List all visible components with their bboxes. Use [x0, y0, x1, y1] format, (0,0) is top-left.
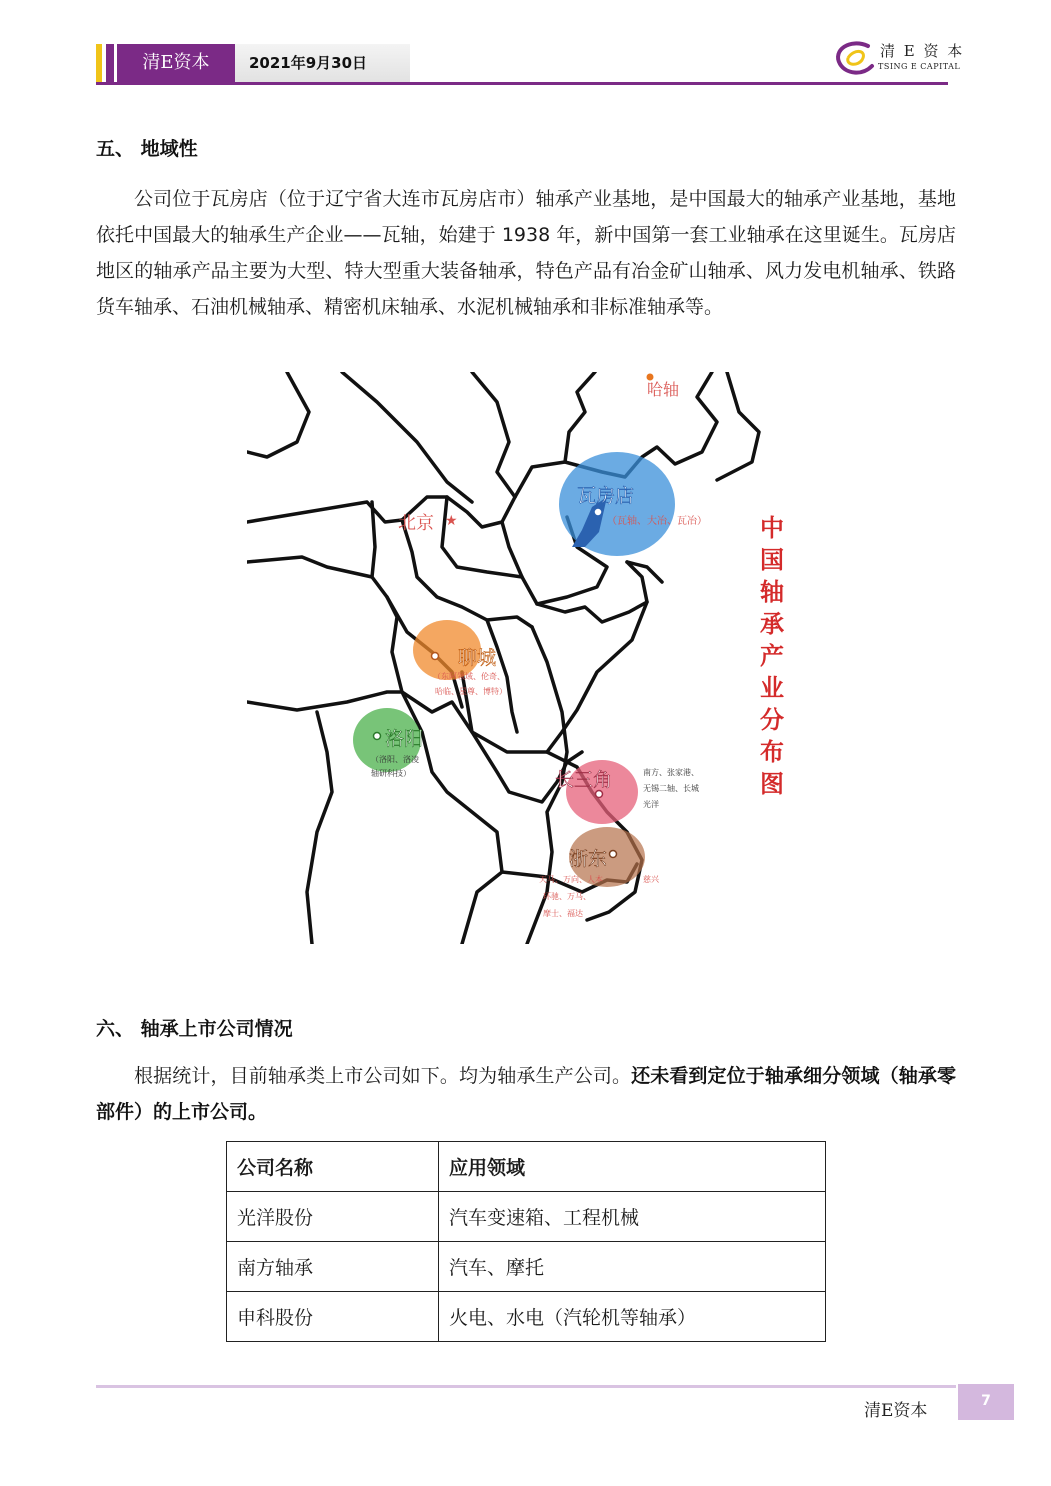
label-zhedong-companies-1: 天马、万向、人本 [539, 875, 603, 884]
table-cell-field: 汽车、摩托 [439, 1242, 826, 1292]
label-changsanjiao-companies-1: 南方、张家港、 [643, 768, 699, 777]
header-accent-yellow [96, 44, 102, 82]
wafangdian-dot [594, 508, 602, 516]
label-luoyang-companies-2: 轴研科技） [371, 769, 411, 778]
table-cell-field: 汽车变速箱、工程机械 [439, 1192, 826, 1242]
table-header-field: 应用领域 [439, 1142, 826, 1192]
label-haerbin: 哈轴 [647, 380, 680, 399]
header-accent-purple [106, 44, 114, 82]
table-row [227, 1242, 826, 1292]
province-borders [247, 372, 759, 944]
section-6-text: 根据统计，目前轴承类上市公司如下。均为轴承生产公司。 [134, 1065, 632, 1087]
table-row [227, 1292, 826, 1342]
page-number: 7 [958, 1384, 1014, 1420]
luoyang-dot [374, 733, 381, 740]
label-luoyang-companies-1: （洛阳、洛凌 [371, 755, 419, 764]
changsanjiao-dot [596, 791, 603, 798]
label-zhedong-companies-3: 摩士、福达 [543, 909, 583, 918]
header-brand: 清E资本 [117, 44, 235, 82]
label-luoyang: 洛阳 [385, 728, 424, 750]
table-header-row [227, 1142, 826, 1192]
liaocheng-dot [432, 653, 439, 660]
section-5-paragraph: 公司位于瓦房店（位于辽宁省大连市瓦房店市）轴承产业基地，是中国最大的轴承产业基地，基地依托中国最大的轴承生产企业——瓦轴，始建于 1938 年，新中国第一套工业轴承在这里诞生。瓦房店地区的轴承产品主要为大型、特大型重大装备轴承，特色产品有冶金矿山轴承、风力发电机轴承、铁路货车轴承、石油机械轴承、精密机床轴承、水泥机械轴承和非标准轴承等。 [96, 188, 956, 318]
header-date: 2021年9月30日 [235, 44, 410, 82]
table-cell-company: 申科股份 [227, 1292, 439, 1342]
label-wafangdian: 瓦房店 [577, 485, 635, 507]
label-wafangdian-companies: （瓦轴、大冶、瓦冶） [607, 516, 707, 527]
table-header-company: 公司名称 [227, 1142, 439, 1192]
logo-english-text: TSING E CAPITAL [878, 62, 961, 71]
beijing-star-icon: ★ [445, 513, 458, 529]
label-zhedong: 浙东 [569, 848, 608, 870]
label-liaocheng: 聊城 [458, 647, 497, 669]
section-6-paragraph [96, 1058, 956, 1130]
table-cell-company: 南方轴承 [227, 1242, 439, 1292]
label-changsanjiao-companies-2: 无锡二轴、长城 [643, 784, 699, 793]
bearing-industry-map [247, 372, 807, 944]
logo-chinese-text: 清 E 资 本 [880, 42, 965, 60]
label-zhedong-companies-2: 环驰、万马、 [543, 892, 591, 901]
zhedong-dot [610, 851, 617, 858]
label-liaocheng-companies-2: 哈临、星尊、博特） [435, 687, 507, 696]
label-beijing: 北京 [398, 513, 434, 534]
header-rule [96, 82, 948, 85]
label-liaocheng-companies-1: （东阿领域、伦奇、 [433, 672, 505, 681]
table-cell-company: 光洋股份 [227, 1192, 439, 1242]
section-6-title: 六、 轴承上市公司情况 [96, 1018, 293, 1040]
label-zhedong-side: 慈兴 [643, 875, 659, 884]
footer-rule [96, 1385, 956, 1388]
listed-companies-table [226, 1141, 826, 1342]
label-changsanjiao-companies-3: 光洋 [643, 800, 659, 809]
table-cell-field: 火电、水电（汽轮机等轴承） [439, 1292, 826, 1342]
label-changsanjiao: 长三角 [555, 769, 613, 791]
table-row [227, 1192, 826, 1242]
map-title: 中国轴承产业分布图 [760, 514, 784, 798]
section-6-emphasis: 还未看到定位于轴承细分领域（轴承零部件）的上市公司。 [96, 1065, 956, 1123]
section-5-title: 五、 地域性 [96, 138, 198, 160]
footer-brand: 清E资本 [864, 1401, 928, 1421]
